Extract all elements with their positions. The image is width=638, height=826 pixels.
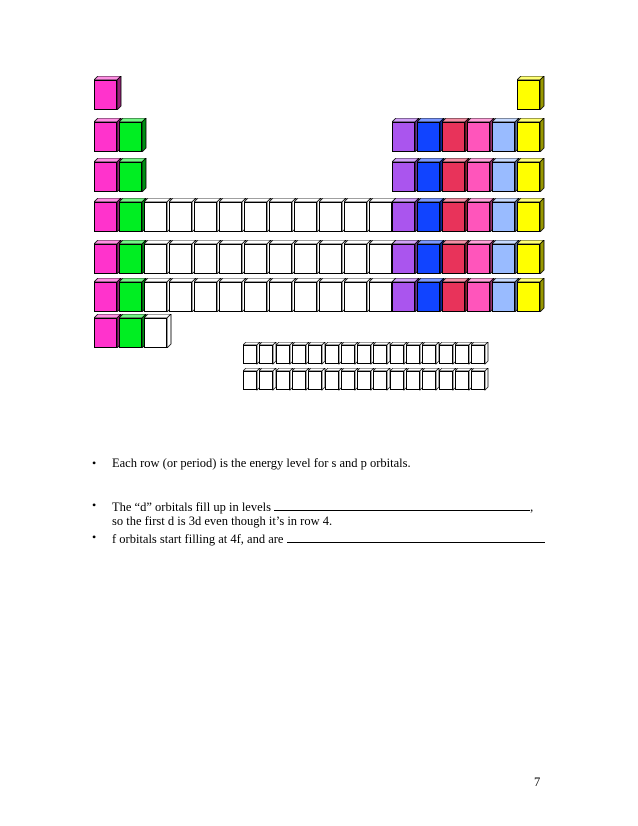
bullet-dot: • [92, 498, 97, 512]
bullet-text: The “d” orbitals fill up in levels [112, 500, 271, 514]
bullet-text-line2: so the first d is 3d even though it’s in row 4. [112, 514, 333, 528]
bullet-dot: • [92, 530, 97, 544]
bullet-text: Each row (or period) is the energy level for s and p orbitals. [112, 456, 411, 470]
fill-in-blank[interactable] [287, 530, 545, 543]
bullet-text: f orbitals start filling at 4f, and are [112, 532, 284, 546]
page-number: 7 [534, 775, 541, 789]
trailing-comma: , [530, 500, 534, 514]
bullet-dot: • [92, 456, 97, 470]
bullet-line [112, 530, 545, 547]
bullet-line [112, 498, 533, 515]
fill-in-blank[interactable] [274, 498, 530, 511]
